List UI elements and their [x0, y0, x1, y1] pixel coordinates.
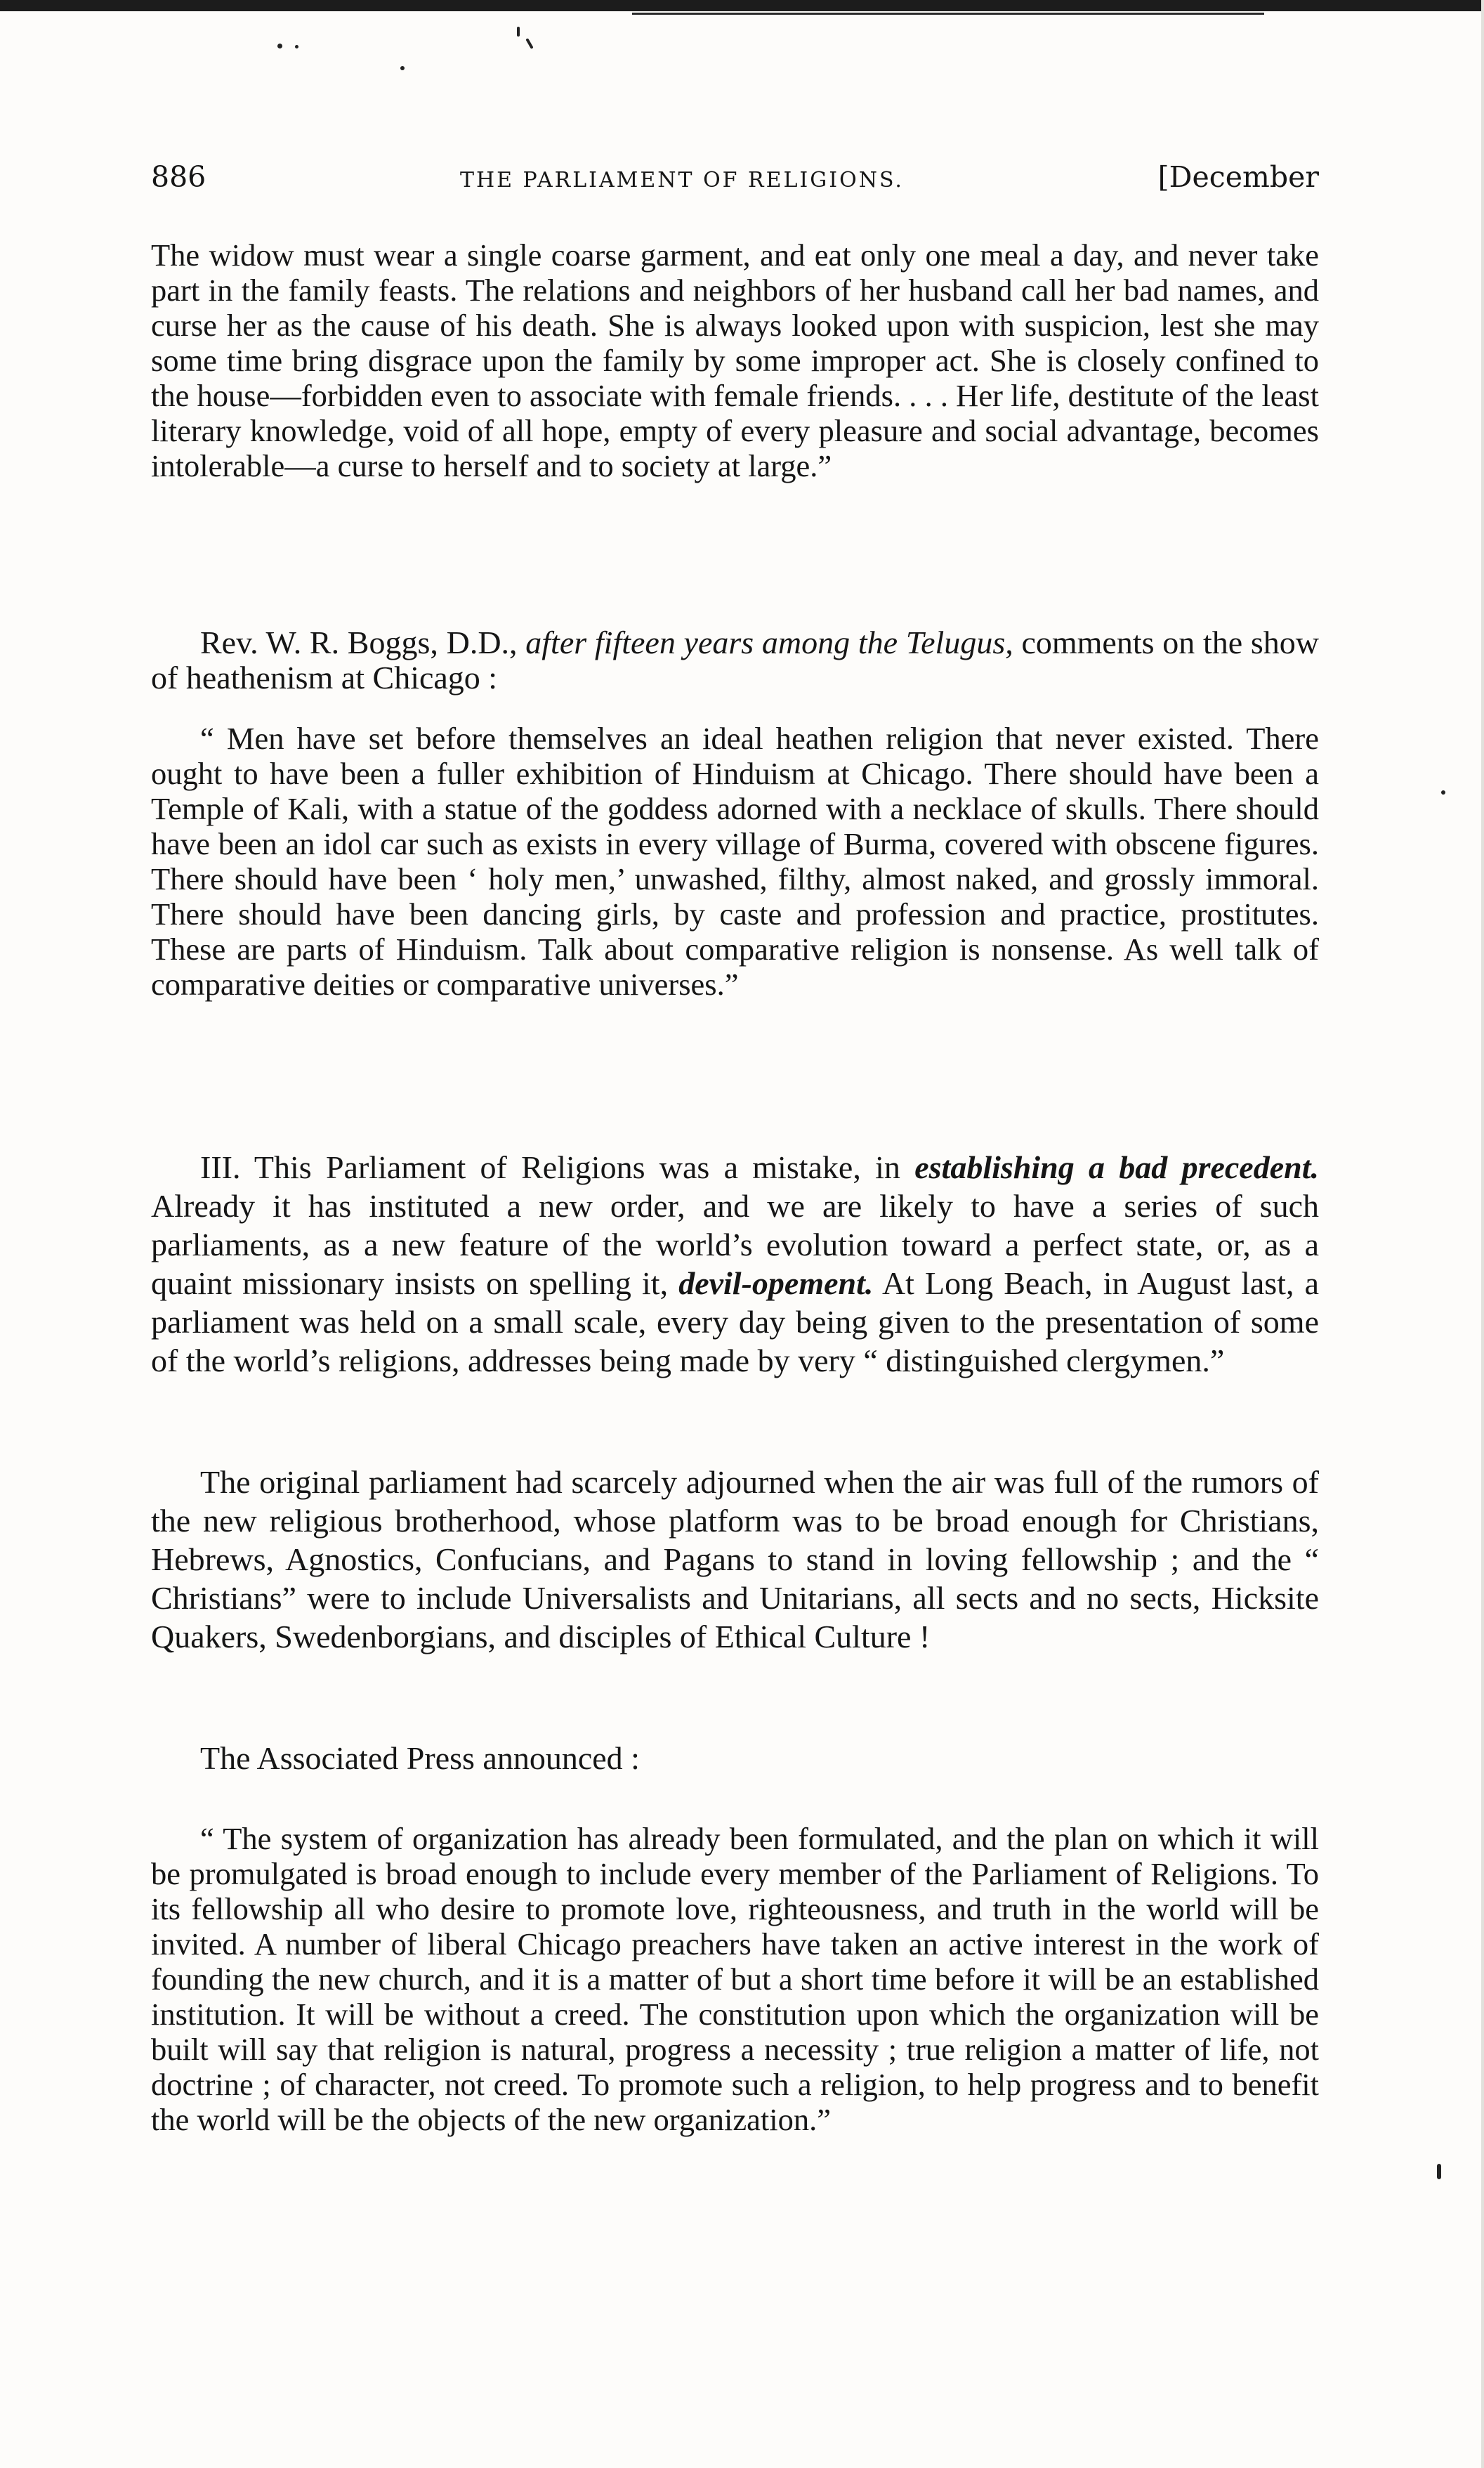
section-three [151, 1148, 1319, 1380]
page-header [151, 160, 1319, 202]
boggs-tenure: after fifteen years among the Telugus, [525, 625, 1013, 660]
paragraph-associated-press [151, 1741, 1319, 1776]
section-three-body: Already it has instituted a new order, and we are likely to have a series of such parliaments, as a new feature of the world’s evolution toward a perfect state, or, as a quaint missionary insists on spelling it, [151, 1188, 1319, 1301]
page-number: 886 [151, 160, 206, 194]
quote-paragraph: The widow must wear a single coarse garment, and eat only one meal a day, and never take part in the family feasts. The relations and neighbors of her husband call her bad names, and curse her as the cause of his death. She is always looked upon with suspicion, lest she may some time bring disgrace upon the family by some improper act. She is closely confined to the house—forbidden even to associate with female friends. . . . Her life, destitute of the least literary knowledge, void of all hope, empty of every pleasure and social advantage, becomes intolerable—a curse to herself and to society at large.” [151, 237, 1319, 483]
quote-boggs [151, 721, 1319, 1002]
scan-speck [525, 38, 533, 49]
section-three-lead: III. This Parliament of Religions was a mistake, in [200, 1149, 900, 1185]
top-border-rule [0, 0, 1484, 11]
boggs-paragraph [151, 625, 1319, 696]
scan-speck [277, 44, 282, 48]
quote-associated-press [151, 1821, 1319, 2137]
running-title: THE PARLIAMENT OF RELIGIONS. [459, 168, 904, 192]
boggs-lead-in: comments on the show of heathenism at Chicago : [151, 625, 1319, 696]
devil-opement-coinage: devil-opement. [678, 1265, 874, 1301]
section-three-emphasis: establishing a bad precedent. [914, 1149, 1320, 1185]
boggs-name: Rev. W. R. Boggs, D.D., [200, 625, 518, 660]
boggs-introduction [151, 625, 1319, 696]
page-edge [1481, 0, 1484, 2468]
section-three-paragraph [151, 1148, 1319, 1380]
quote-paragraph: “ Men have set before themselves an ideal heathen religion that never existed. There ought to have been a fuller exhibition of Hinduism at Chicago. There should have been a Temple of Kali, with a statue of the goddess adorned with a necklace of skulls. There should have been an idol car such as exists in every village of Burma, covered with obscene figures. There should have been ‘ holy men,’ unwashed, filthy, almost naked, and grossly immoral. There should have been dancing girls, by caste and profession and practice, prostitutes. These are parts of Hinduism. Talk about comparative religion is nonsense. As well talk of comparative deities or comparative universes.” [151, 721, 1319, 1002]
paragraph-brotherhood [151, 1463, 1319, 1656]
associated-press-paragraph: The Associated Press announced : [200, 1740, 640, 1776]
quote-paragraph: “ The system of organization has already been formulated, and the plan on which it will be promulgated is broad enough to include every member of the Parliament of Religions. To its fellowship all who desire to promote love, righteousness, and truth in the world will be invited. A number of liberal Chicago preachers have taken an active interest in the work of founding the new church, and it is a matter of but a short time before it will be an established institution. It will be without a creed. The constitution upon which the organization will be built will say that religion is natural, progress a necessity ; true religion a matter of life, not doctrine ; of character, not creed. To promote such a religion, to help progress and to benefit the world will be the objects of the new organization.” [151, 1821, 1319, 2137]
scan-speck [517, 27, 520, 37]
section-three-body-continued: At Long Beach, in August last, a parliament was held on a small scale, every day being given to the presentation of some of the world’s religions, addresses being made by very “ distinguished clergymen.” [151, 1265, 1319, 1378]
scan-speck [1441, 790, 1445, 795]
brotherhood-paragraph: The original parliament had scarcely adjourned when the air was full of the rumors of the new religious brotherhood, whose platform was to be broad enough for Christians, Hebrews, Agnostics, Confucians, and Pagans to stand in loving fellowship ; and the “ Christians” were to include Universalists and Unitarians, all sects and no sects, Hicksite Quakers, Swedenborgians, and disciples of Ethical Culture ! [151, 1464, 1319, 1654]
quote-widow-continuation [151, 237, 1319, 483]
top-thin-rule [632, 13, 1264, 15]
scan-speck [400, 66, 405, 70]
issue-month: [December [1157, 160, 1319, 194]
scan-speck [295, 45, 298, 48]
scan-speck [1437, 2164, 1441, 2179]
